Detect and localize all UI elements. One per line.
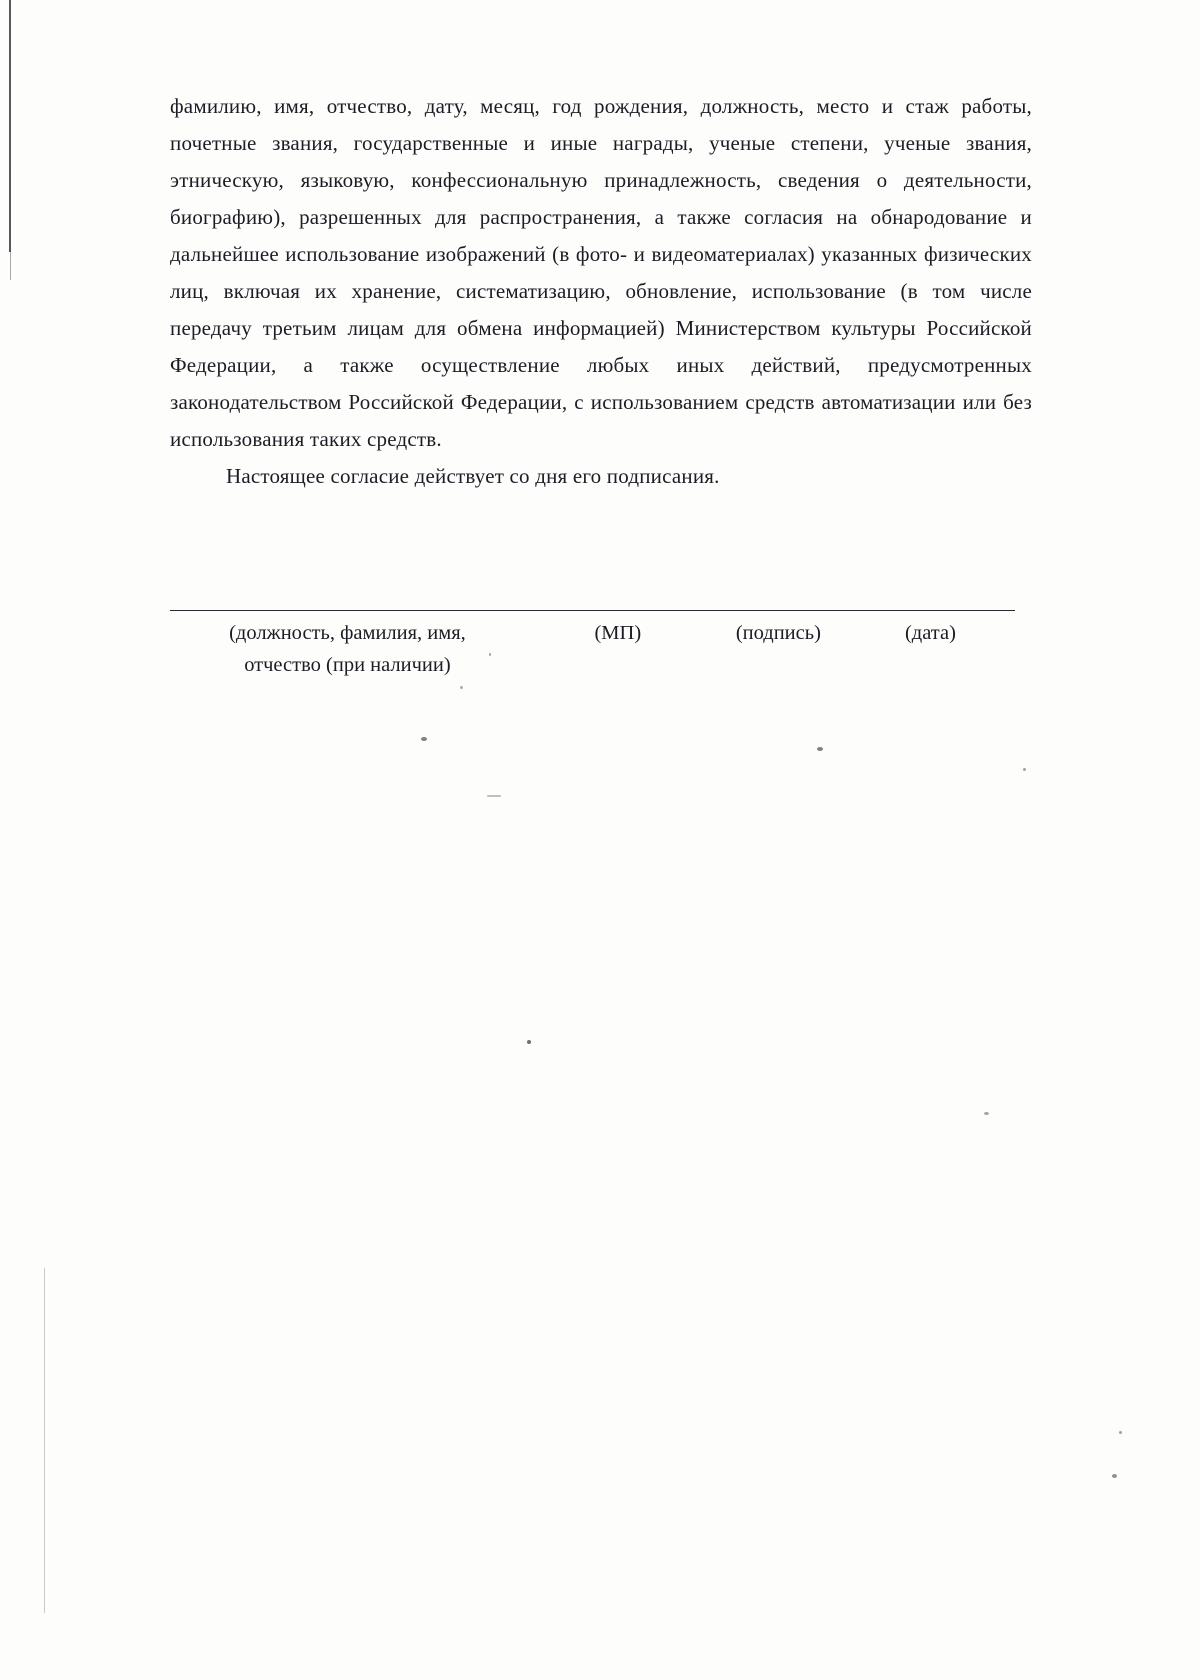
scan-artifact-vertical-line bbox=[44, 1268, 45, 1613]
signature-position-label-line1: (должность, фамилия, имя, bbox=[229, 622, 466, 644]
signature-position-label bbox=[170, 617, 525, 681]
scan-artifact-vertical-line bbox=[10, 170, 11, 280]
scan-speck bbox=[984, 1112, 989, 1115]
scan-speck bbox=[1119, 1431, 1122, 1434]
signature-labels-row bbox=[170, 617, 1015, 681]
scan-speck bbox=[460, 686, 463, 689]
scan-speck bbox=[527, 1040, 531, 1044]
signature-position-label-line2: отчество (при наличии) bbox=[244, 654, 451, 676]
document-body bbox=[170, 88, 1032, 495]
scan-speck bbox=[421, 737, 427, 741]
scan-speck bbox=[1112, 1474, 1117, 1478]
signature-block bbox=[170, 610, 1015, 681]
effect-paragraph: Настоящее согласие действует со дня его подписания. bbox=[226, 464, 720, 488]
consent-paragraph: фамилию, имя, отчество, дату, месяц, год рождения, должность, место и стаж работы, почетные звания, государственные и иные награды, ученые степени, ученые звания, этническую, языковую, конфессиональную принадлежность, сведения о деятельности, биографию), разрешенных для распространения, а также согласия на обнародование и дальнейшее использование изображений (в фото- и видеоматериалах) указанных физических лиц, включая их хранение, систематизацию, обновление, использование (в том числе передачу третьим лицам для обмена информацией) Министерством культуры Российской Федерации, а также осуществление любых иных действий, предусмотренных законодательством Российской Федерации, с использованием средств автоматизации или без использования таких средств. bbox=[170, 94, 1032, 451]
scan-speck bbox=[1023, 768, 1026, 771]
signature-stamp-label: (МП) bbox=[594, 622, 642, 644]
scan-speck bbox=[817, 747, 823, 751]
scan-speck bbox=[487, 795, 501, 797]
signature-date-label: (дата) bbox=[904, 622, 956, 644]
signature-sign-label: (подпись) bbox=[735, 622, 821, 644]
signature-line bbox=[170, 610, 1015, 611]
